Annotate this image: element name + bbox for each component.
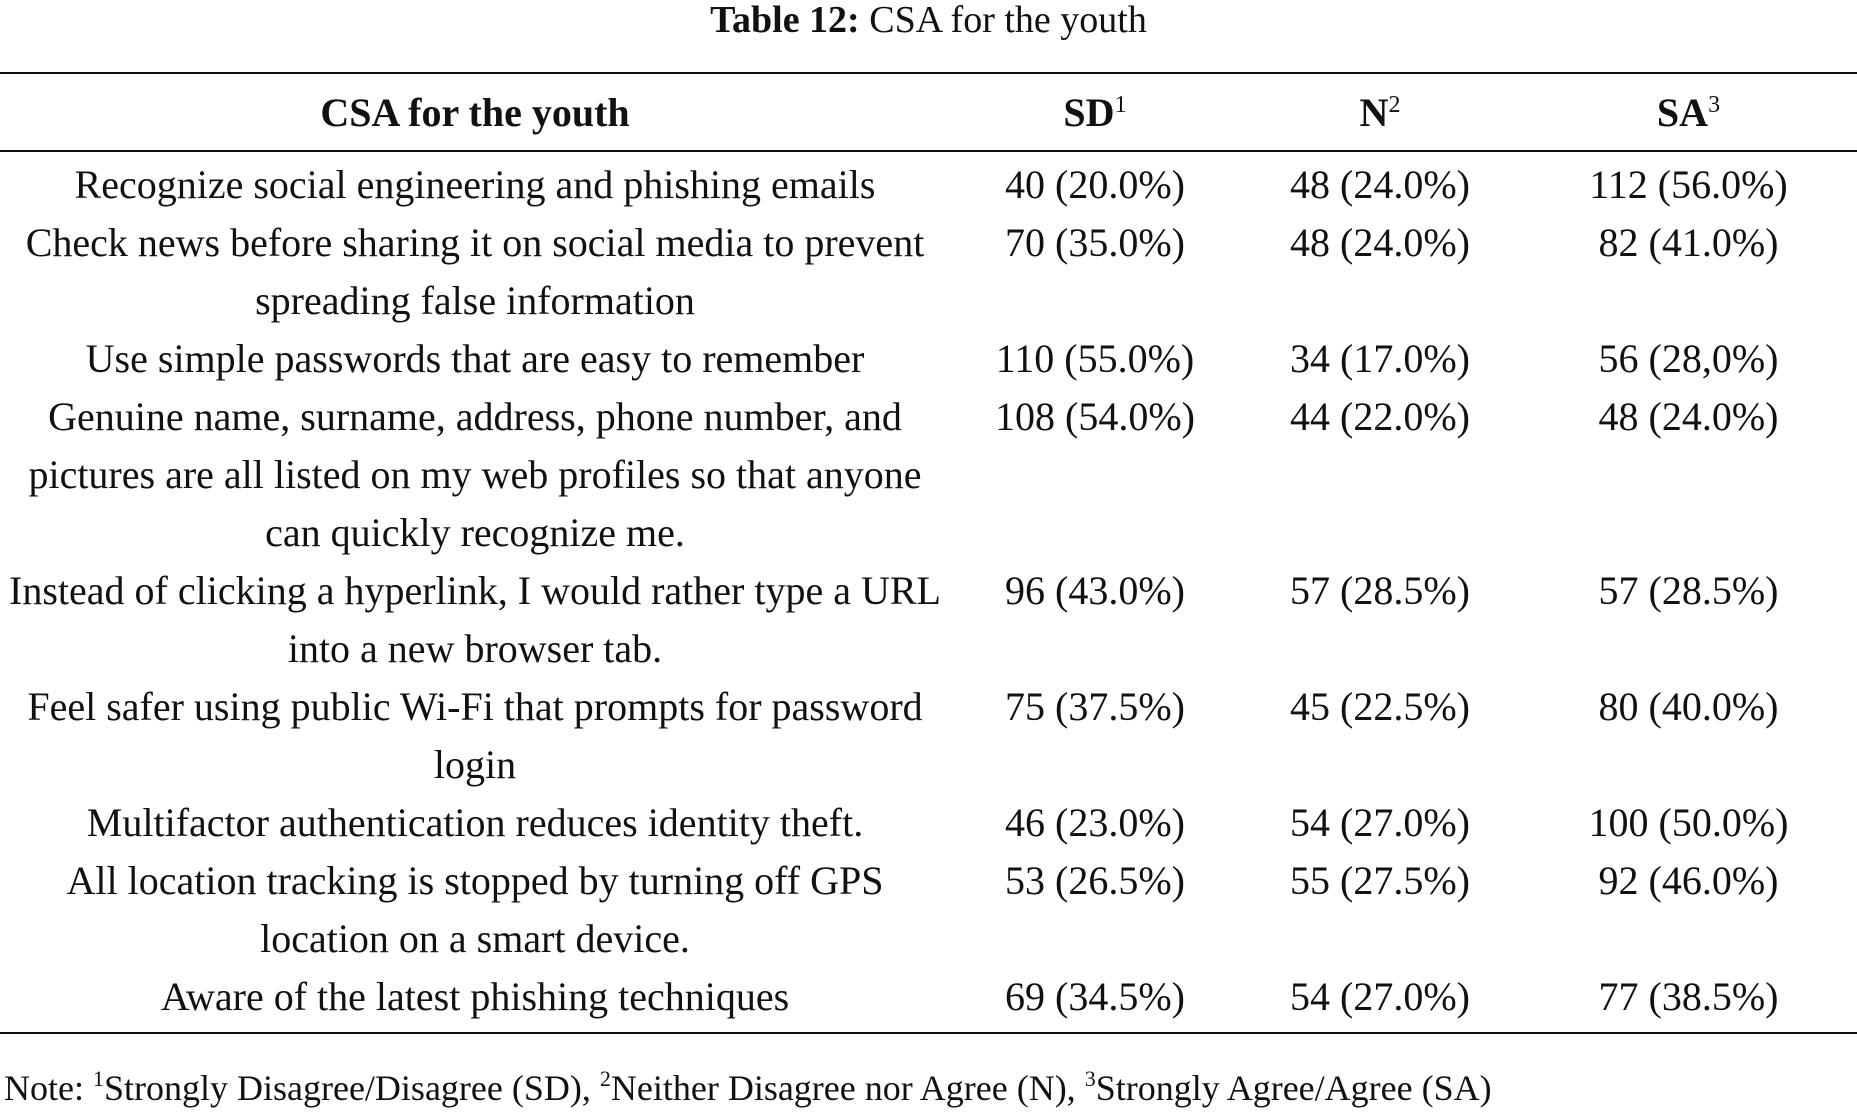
row-sd: 75 (37.5%): [1005, 684, 1185, 729]
row-sa: 57 (28.5%): [1598, 568, 1779, 613]
row-sd: 110 (55.0%): [995, 336, 1195, 381]
row-n: 44 (22.0%): [1290, 394, 1470, 439]
row-n: 48 (24.0%): [1290, 220, 1470, 265]
note-text-2: Neither Disagree nor Agree (N),: [610, 1068, 1085, 1108]
caption-label: Table 12:: [710, 0, 860, 41]
row-sa: 82 (41.0%): [1598, 220, 1779, 265]
header-sa-sup: 3: [1708, 91, 1721, 118]
table-header-row: [0, 73, 1857, 151]
table-row: [0, 562, 1857, 678]
table-row: [0, 968, 1857, 1033]
note-sup-1: 1: [92, 1066, 104, 1091]
note-prefix: Note:: [4, 1068, 93, 1108]
row-n: 54 (27.0%): [1290, 974, 1470, 1019]
header-item: CSA for the youth: [320, 89, 630, 135]
row-sa: 112 (56.0%): [1589, 162, 1788, 207]
csa-table: [0, 72, 1857, 1034]
note-text-1: Strongly Disagree/Disagree (SD),: [103, 1068, 600, 1108]
caption-text: CSA for the youth: [869, 0, 1147, 41]
header-n-sup: 2: [1388, 91, 1401, 118]
table-caption: [0, 0, 1857, 40]
table-note: [4, 1066, 1492, 1110]
row-item: All location tracking is stopped by turning off GPS location on a smart device.: [66, 858, 884, 961]
row-sd: 40 (20.0%): [1005, 162, 1185, 207]
note-text-3: Strongly Agree/Agree (SA): [1095, 1068, 1492, 1108]
row-item: Multifactor authentication reduces identity theft.: [86, 800, 864, 845]
row-item: Genuine name, surname, address, phone number, and pictures are all listed on my web profiles so that anyone can quickly recognize me.: [28, 394, 922, 555]
row-sd: 108 (54.0%): [995, 394, 1195, 439]
row-sa: 92 (46.0%): [1598, 858, 1779, 903]
header-sd-sup: 1: [1114, 91, 1127, 118]
row-sa: 77 (38.5%): [1598, 974, 1779, 1019]
row-item: Instead of clicking a hyperlink, I would rather type a URL into a new browser tab.: [9, 568, 941, 671]
row-item: Check news before sharing it on social media to prevent spreading false information: [25, 220, 925, 323]
row-sd: 70 (35.0%): [1005, 220, 1185, 265]
note-sup-2: 2: [599, 1066, 611, 1091]
row-n: 45 (22.5%): [1290, 684, 1470, 729]
row-sa: 80 (40.0%): [1598, 684, 1779, 729]
table-container: [0, 72, 1857, 1034]
table-row: [0, 330, 1857, 388]
header-n: $N^2$: [1359, 89, 1401, 135]
row-n: 48 (24.0%): [1290, 162, 1470, 207]
header-sa: $SA^3$: [1656, 89, 1721, 135]
table-row: [0, 214, 1857, 330]
table-row: [0, 678, 1857, 794]
row-sd: 46 (23.0%): [1005, 800, 1185, 845]
row-sd: 96 (43.0%): [1005, 568, 1185, 613]
note-sup-3: 3: [1084, 1066, 1096, 1091]
row-sd: 69 (34.5%): [1005, 974, 1185, 1019]
table-row: [0, 388, 1857, 562]
row-sa: 100 (50.0%): [1588, 800, 1789, 845]
row-sd: 53 (26.5%): [1005, 858, 1185, 903]
header-sd: $SD^1$: [1063, 89, 1127, 135]
row-sa: 48 (24.0%): [1598, 394, 1779, 439]
table-row: [0, 852, 1857, 968]
row-sa: 56 (28,0%): [1598, 336, 1779, 381]
table-row: [0, 151, 1857, 214]
row-n: 34 (17.0%): [1290, 336, 1470, 381]
row-item: Aware of the latest phishing techniques: [160, 974, 790, 1019]
row-n: 54 (27.0%): [1290, 800, 1470, 845]
row-item: Recognize social engineering and phishing emails: [74, 162, 876, 207]
row-item: Use simple passwords that are easy to remember: [85, 336, 865, 381]
row-item: Feel safer using public Wi-Fi that prompts for password login: [27, 684, 923, 787]
row-n: 57 (28.5%): [1290, 568, 1470, 613]
row-n: 55 (27.5%): [1290, 858, 1470, 903]
table-row: [0, 794, 1857, 852]
